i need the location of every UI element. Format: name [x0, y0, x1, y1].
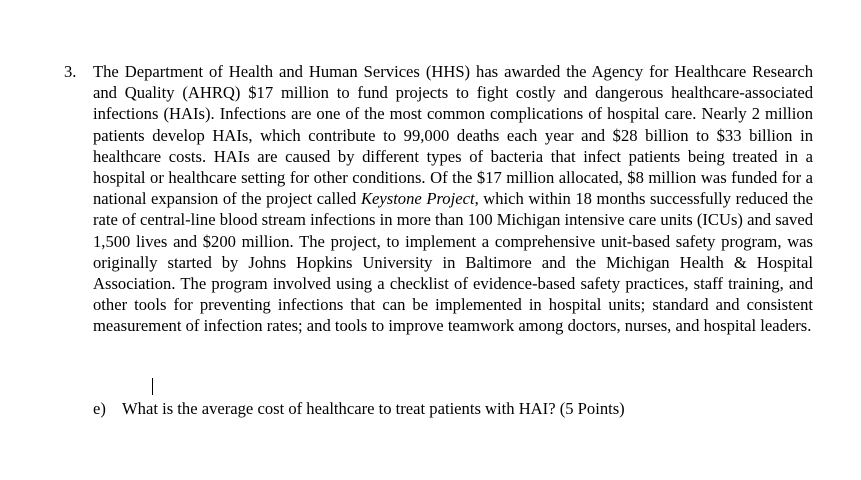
text-cursor — [152, 378, 153, 395]
project-name: Keystone Project — [360, 189, 475, 209]
question-text-part2: , which within 18 months successfully reduced the rate of central-line blood stream infections in more than 100 Michigan intensive care units (ICUs) and saved 1,500 lives and $200 million. The project, to implement a comprehensive unit-based safety program, was originally started by Johns Hopkins University in Baltimore and the Michigan Health & Hospital Association. The program involved using a checklist of evidence-based safety practices, staff training, and other tools for preventing infections that can be implemented in hospital units; standard and consistent measurement of infection rates; and tools to improve teamwork among doctors, nurses, and hospital leaders. — [93, 189, 814, 336]
question-text — [93, 61, 813, 337]
sub-question-letter: e) — [93, 399, 106, 418]
sub-question-text: What is the average cost of healthcare to treat patients with HAI? (5 Points) — [122, 399, 625, 418]
sub-question-e — [93, 398, 625, 419]
question-3 — [64, 61, 813, 337]
question-number: 3. — [64, 62, 77, 81]
question-text-part1: The Department of Health and Human Services (HHS) has awarded the Agency for Healthcare Research and Quality (AHRQ) $17 million to fund projects to fight costly and dangerous healthcare-associated infections (HAIs). Infections are one of the most common complications of hospital care. Nearly 2 million patients develop HAIs, which contribute to 99,000 deaths each year and $28 billion to $33 billion in healthcare costs. HAIs are caused by different types of bacteria that infect patients being treated in a hospital or healthcare setting for other conditions. Of the $17 million allocated, $8 million was funded for a national expansion of the project called — [93, 62, 813, 209]
